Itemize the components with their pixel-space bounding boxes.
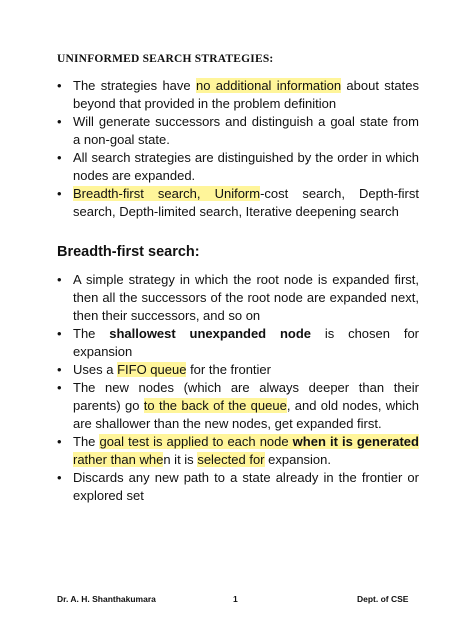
bfs-heading: Breadth-first search:: [57, 244, 200, 260]
bullet-icon: •: [57, 470, 62, 485]
highlighted-text: rather than whe: [73, 452, 164, 467]
body-text: -cost search, Depth-first search, Depth-limited search, Iterative deepening search: [73, 186, 419, 219]
highlighted-text: when it is generated: [292, 434, 419, 449]
list-item: [57, 113, 419, 149]
bullet-icon: •: [57, 326, 62, 341]
bold-text: shallowest unexpanded node: [109, 326, 312, 341]
section-heading: UNINFORMED SEARCH STRATEGIES:: [57, 53, 274, 65]
highlighted-text: no additional information: [195, 78, 342, 93]
body-text: , and old nodes, which are shallower than the new nodes, get expanded first.: [73, 398, 420, 431]
intro-bullet-list: [57, 77, 419, 221]
list-item: [57, 185, 419, 221]
list-item: [57, 325, 419, 361]
list-item: [57, 361, 419, 379]
body-text: for the frontier: [186, 362, 271, 377]
bullet-icon: •: [57, 186, 62, 201]
list-item: [57, 433, 419, 469]
footer-page-number: 1: [233, 594, 238, 604]
body-text: Will generate successors and distinguish a goal state from a non-goal state.: [73, 114, 419, 147]
body-text: The strategies have: [73, 78, 196, 93]
bullet-icon: •: [57, 78, 62, 93]
bfs-bullet-list: [57, 271, 419, 505]
bullet-icon: •: [57, 272, 62, 287]
bullet-icon: •: [57, 380, 62, 395]
list-item: [57, 77, 419, 113]
bullet-icon: •: [57, 150, 62, 165]
footer-author: Dr. A. H. Shanthakumara: [57, 594, 156, 604]
footer-department: Dept. of CSE: [357, 594, 409, 604]
list-item: [57, 379, 419, 433]
highlighted-text: to the back of the queue: [143, 398, 287, 413]
body-text: expansion.: [264, 452, 332, 467]
bullet-icon: •: [57, 114, 62, 129]
body-text: Discards any new path to a state already in the frontier or explored set: [73, 470, 419, 503]
bullet-icon: •: [57, 434, 62, 449]
highlighted-text: goal test is applied to each node: [99, 434, 293, 449]
bullet-icon: •: [57, 362, 62, 377]
body-text: Uses a: [73, 362, 118, 377]
body-text: All search strategies are distinguished by the order in which nodes are expanded.: [73, 150, 419, 183]
body-text: n it is: [163, 452, 198, 467]
highlighted-text: Breadth-first search, Uniform: [73, 186, 261, 201]
list-item: [57, 469, 419, 505]
list-item: [57, 271, 419, 325]
body-text: about states beyond that provided in the problem definition: [73, 78, 419, 111]
body-text: A simple strategy in which the root node is expanded first, then all the successors of the root node are expanded next, then their successors, and so on: [73, 272, 419, 323]
body-text: is chosen for expansion: [73, 326, 420, 359]
highlighted-text: FIFO queue: [117, 362, 187, 377]
list-item: [57, 149, 419, 185]
highlighted-text: selected for: [197, 452, 265, 467]
body-text: The: [73, 434, 100, 449]
body-text: The: [73, 326, 110, 341]
body-text: The new nodes (which are always deeper than their parents) go: [73, 380, 419, 413]
